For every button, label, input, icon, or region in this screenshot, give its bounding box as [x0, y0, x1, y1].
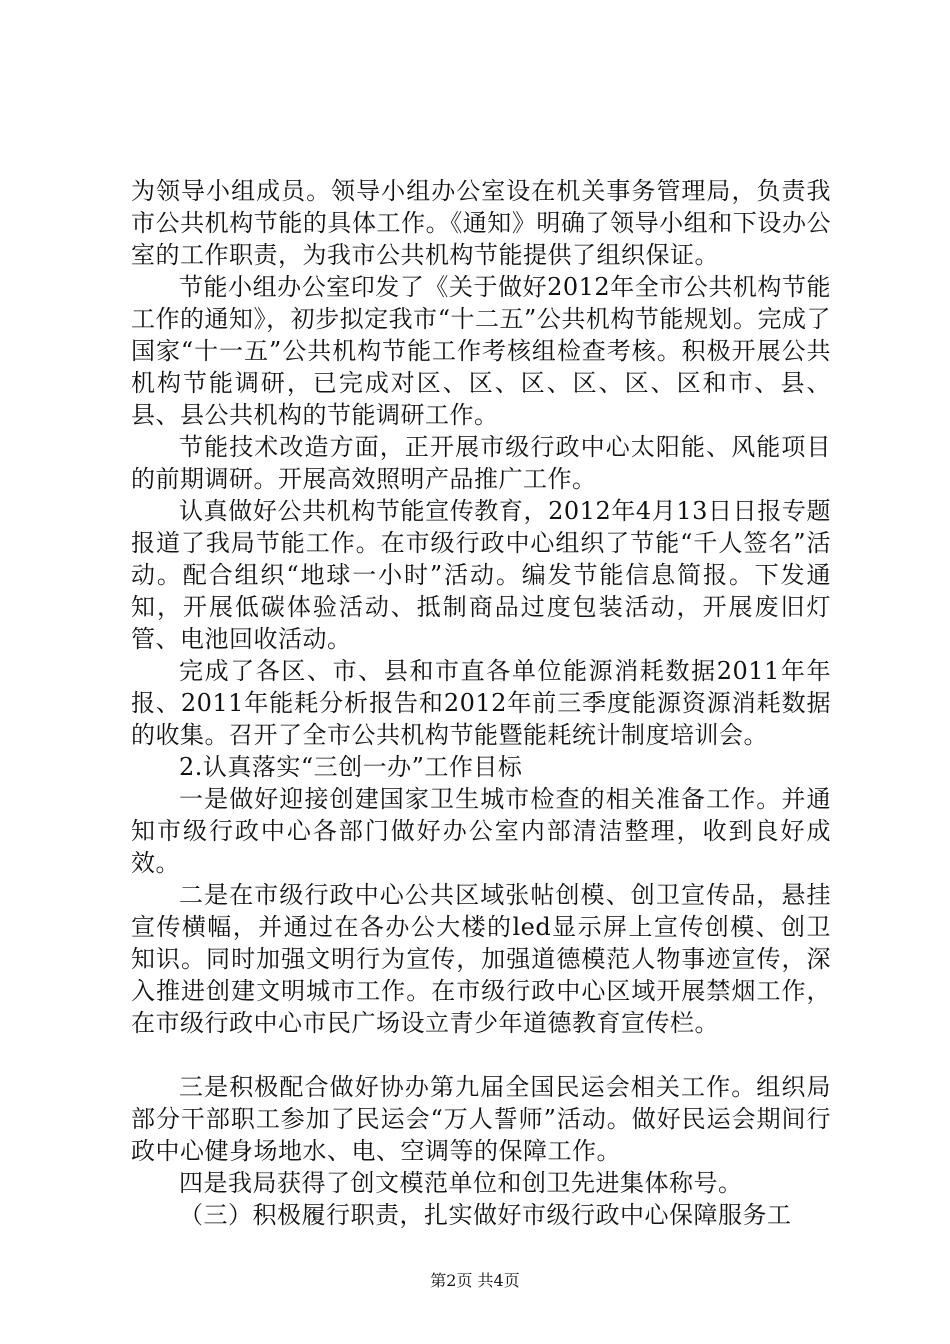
paragraph-3: 节能技术改造方面，正开展市级行政中心太阳能、风能项目的前期调研。开展高效照明产品推广工作。: [131, 433, 831, 493]
paragraph-10: 四是我局获得了创文模范单位和创卫先进集体称号。: [179, 1169, 743, 1197]
paragraph-9: 三是积极配合做好协办第九届全国民运会相关工作。组织局部分干部职工参加了民运会“万人誓师”活动。做好民运会期间行政中心健身场地水、电、空调等的保障工作。: [131, 1073, 831, 1165]
paragraph-1: 为领导小组成员。领导小组办公室设在机关事务管理局，负责我市公共机构节能的具体工作。《通知》明确了领导小组和下设办公室的工作职责，为我市公共机构节能提供了组织保证。: [131, 177, 831, 269]
paragraph-8: 二是在市级行政中心公共区域张帖创模、创卫宣传品，悬挂宣传横幅，并通过在各办公大楼的led显示屏上宣传创模、创卫知识。同时加强文明行为宣传，加强道德模范人物事迹宣传，深入推进创建文明城市工作。在市级行政中心区域开展禁烟工作，在市级行政中心市民广场设立青少年道德教育宣传栏。: [131, 881, 831, 1037]
document-body: [131, 175, 831, 1231]
paragraph-2: 节能小组办公室印发了《关于做好2012年全市公共机构节能工作的通知》，初步拟定我市“十二五”公共机构节能规划。完成了国家“十一五”公共机构节能工作考核组检查考核。积极开展公共机构节能调研，已完成对区、区、区、区、区、区和市、县、县、县公共机构的节能调研工作。: [131, 273, 831, 429]
paragraph-11: （三）积极履行职责，扎实做好市级行政中心保障服务工: [179, 1201, 792, 1229]
page-number-footer: 第2页 共4页: [430, 1271, 520, 1290]
paragraph-4: 认真做好公共机构节能宣传教育，2012年4月13日日报专题报道了我局节能工作。在市级行政中心组织了节能“千人签名”活动。配合组织“地球一小时”活动。编发节能信息简报。下发通知，开展低碳体验活动、抵制商品过度包装活动，开展废旧灯管、电池回收活动。: [131, 497, 831, 653]
section-heading: 2.认真落实“三创一办”工作目标: [179, 753, 523, 781]
paragraph-5: 完成了各区、市、县和市直各单位能源消耗数据2011年年报、2011年能耗分析报告和2012年前三季度能源资源消耗数据的收集。召开了全市公共机构节能暨能耗统计制度培训会。: [131, 657, 831, 749]
paragraph-spacer: [131, 1039, 831, 1071]
paragraph-7: 一是做好迎接创建国家卫生城市检查的相关准备工作。并通知市级行政中心各部门做好办公室内部清洁整理，收到良好成效。: [131, 785, 831, 877]
